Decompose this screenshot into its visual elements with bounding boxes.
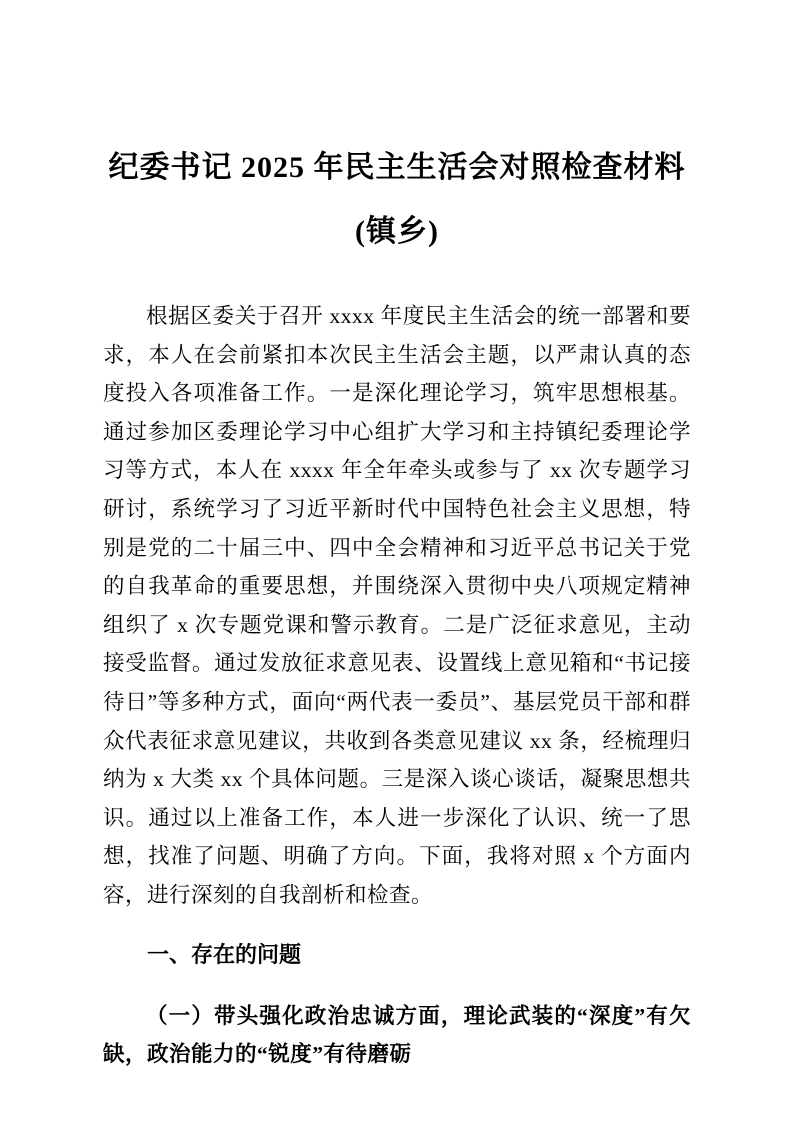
- document-title-line-2: (镇乡): [355, 215, 439, 248]
- subsection-heading-political-loyalty: （一）带头强化政治忠诚方面，理论武装的“深度”有欠缺，政治能力的“锐度”有待磨砺: [103, 1003, 691, 1067]
- section-heading-problems: 一、存在的问题: [147, 942, 302, 967]
- intro-paragraph: 根据区委关于召开 xxxx 年度民主生活会的统一部署和要求，本人在会前紧扣本次民主生活会主题，以严肃认真的态度投入各项准备工作。一是深化理论学习，筑牢思想根基。通过参加区委理论学习中心组扩大学习和主持镇纪委理论学习等方式，本人在 xxxx 年全年牵头或参与了 xx 次专题学习研讨，系统学习了习近平新时代中国特色社会主义思想，特别是党的二十届三中、四中全会精神和习近平总书记关于党的自我革命的重要思想，并围绕深入贯彻中央八项规定精神组织了 x 次专题党课和警示教育。二是广泛征求意见，主动接受监督。通过发放征求意见表、设置线上意见箱和“书记接待日”等多种方式，面向“两代表一委员”、基层党员干部和群众代表征求意见建议，共收到各类意见建议 xx 条，经梳理归纳为 x 大类 xx 个具体问题。三是深入谈心谈话，凝聚思想共识。通过以上准备工作，本人进一步深化了认识、统一了思想，找准了问题、明确了方向。下面，我将对照 x 个方面内容，进行深刻的自我剖析和检查。: [103, 304, 691, 907]
- document-title: [103, 0, 691, 264]
- document-content: [103, 0, 691, 1095]
- document-title-line-1: 纪委书记 2025 年民主生活会对照检查材料: [108, 151, 686, 184]
